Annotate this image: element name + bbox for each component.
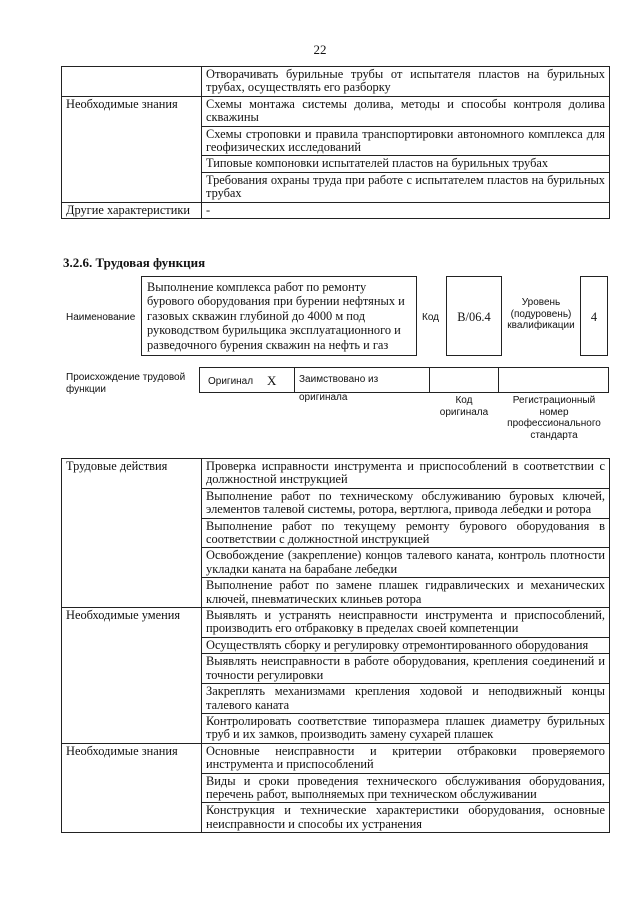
row-text: Основные неисправности и критерии отбраковки проверяемого инструмента и приспособлений <box>202 743 610 773</box>
page-number: 22 <box>313 42 327 57</box>
main-table <box>61 458 610 833</box>
row-label-knowledge: Необходимые знания <box>62 96 202 202</box>
group-label-knowledge: Необходимые знания <box>62 743 202 832</box>
row-text: Выполнение работ по техническому обслуживанию буровых ключей, элементов талевой системы, ротора, вертлюга, привода лебедки и ротора <box>202 488 610 518</box>
section-heading: 3.2.6. Трудовая функция <box>63 255 206 270</box>
row-label-other: Другие характеристики <box>62 202 202 218</box>
code-label: Код <box>422 312 440 323</box>
level-label: Уровень (подуровень) квалификации <box>507 297 575 331</box>
row-text: Схемы строповки и правила транспортировки автономного комплекса для геофизических исследований <box>202 126 610 156</box>
code-value: В/06.4 <box>446 276 502 356</box>
table-row <box>62 67 610 97</box>
top-table <box>61 66 610 219</box>
table-row <box>62 459 610 489</box>
original-mark: X <box>267 373 277 388</box>
row-text: Типовые компоновки испытателей пластов на бурильных трубах <box>202 156 610 172</box>
level-value: 4 <box>580 276 608 356</box>
code-original-cell <box>429 367 499 393</box>
row-text: Контролировать соответствие типоразмера плашек диаметру бурильных труб и их замков, производить замену сухарей плашек <box>202 713 610 743</box>
row-text: Выполнение работ по замене плашек гидравлических и механических ключей, пневматических клиньев ротора <box>202 578 610 608</box>
original-label: Оригинал <box>208 376 254 387</box>
row-text: Выявлять и устранять неисправности инструмента и приспособлений, производить его отбраковку в пределах своей компетенции <box>202 608 610 638</box>
row-text: Отворачивать бурильные трубы от испытателя пластов на бурильных трубах, осуществлять его разборку <box>202 67 610 97</box>
original-cell <box>199 367 295 393</box>
row-text: Выявлять неисправности в работе оборудования, крепления соединений и точности регулировки <box>202 654 610 684</box>
borrowed-label: Заимствовано из оригинала <box>299 374 379 403</box>
code-original-label: Код оригинала <box>439 395 489 418</box>
row-text: Выполнение работ по текущему ремонту бурового оборудования в соответствии с должностной инструкцией <box>202 518 610 548</box>
borrowed-cell <box>294 367 430 403</box>
reg-number-cell <box>498 367 609 393</box>
row-text: Требования охраны труда при работе с испытателем пластов на бурильных трубах <box>202 172 610 202</box>
group-label-actions: Трудовые действия <box>62 459 202 608</box>
row-text: - <box>202 202 610 218</box>
row-text: Закреплять механизмами крепления ходовой и неподвижный концы талевого каната <box>202 684 610 714</box>
function-name: Выполнение комплекса работ по ремонту бурового оборудования при бурении нефтяных и газовых скважин глубиной до 4000 м под руководством бурильщика эксплуатационного и разведочного бурения скважин на нефть и газ <box>141 276 417 356</box>
table-row <box>62 608 610 638</box>
row-label <box>62 67 202 97</box>
row-text: Осуществлять сборку и регулировку отремонтированного оборудования <box>202 637 610 653</box>
name-label: Наименование <box>66 312 136 323</box>
row-text: Виды и сроки проведения технического обслуживания оборудования, перечень работ, выполняемых при техническом обслуживании <box>202 773 610 803</box>
table-row <box>62 743 610 773</box>
row-text: Проверка исправности инструмента и приспособлений в соответствии с должностной инструкцией <box>202 459 610 489</box>
table-row <box>62 96 610 126</box>
row-text: Конструкция и технические характеристики оборудования, основные неисправности и способы их устранения <box>202 803 610 833</box>
reg-number-label: Регистрационный номер профессионального стандарта <box>507 395 601 441</box>
row-text: Схемы монтажа системы долива, методы и способы контроля долива скважины <box>202 96 610 126</box>
row-text: Освобождение (закрепление) концов талевого каната, контроль плотности укладки каната на барабане лебедки <box>202 548 610 578</box>
group-label-skills: Необходимые умения <box>62 608 202 744</box>
table-row <box>62 202 610 218</box>
origin-label: Происхождение трудовой функции <box>66 372 186 395</box>
